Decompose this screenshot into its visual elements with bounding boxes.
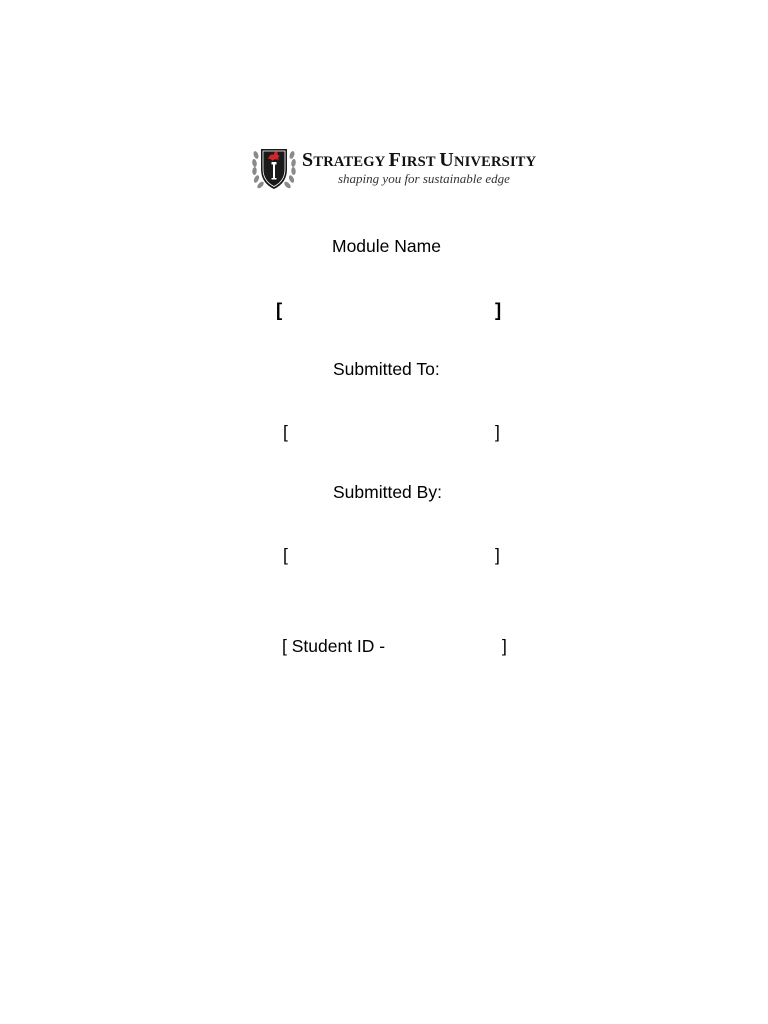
submitted-by-label: Submitted By: <box>333 482 442 502</box>
name-word-1-initial: S <box>302 149 314 171</box>
module-name-label: Module Name <box>332 236 441 256</box>
name-word-1-rest: TRATEGY <box>313 154 385 170</box>
submitted-to-label: Submitted To: <box>333 359 440 379</box>
student-id-bracket-close: ] <box>502 636 507 656</box>
university-crest-icon <box>250 143 298 193</box>
submitted-by-bracket-close: ] <box>495 545 500 565</box>
name-word-2-initial: F <box>388 149 402 171</box>
university-tagline: shaping you for sustainable edge <box>338 171 510 186</box>
name-word-3-initial: U <box>439 149 454 171</box>
student-id-label: [ Student ID - <box>282 636 386 656</box>
submitted-to-bracket-open: [ <box>283 422 288 442</box>
submitted-to-bracket-close: ] <box>495 422 500 442</box>
university-logo <box>250 143 560 195</box>
name-word-3-rest: NIVERSITY <box>453 154 537 170</box>
module-name-bracket-open: [ <box>276 299 283 320</box>
module-name-bracket-close: ] <box>495 299 502 320</box>
submitted-by-bracket-open: [ <box>283 545 288 565</box>
name-word-2-rest: IRST <box>401 154 436 170</box>
university-name <box>302 149 536 172</box>
